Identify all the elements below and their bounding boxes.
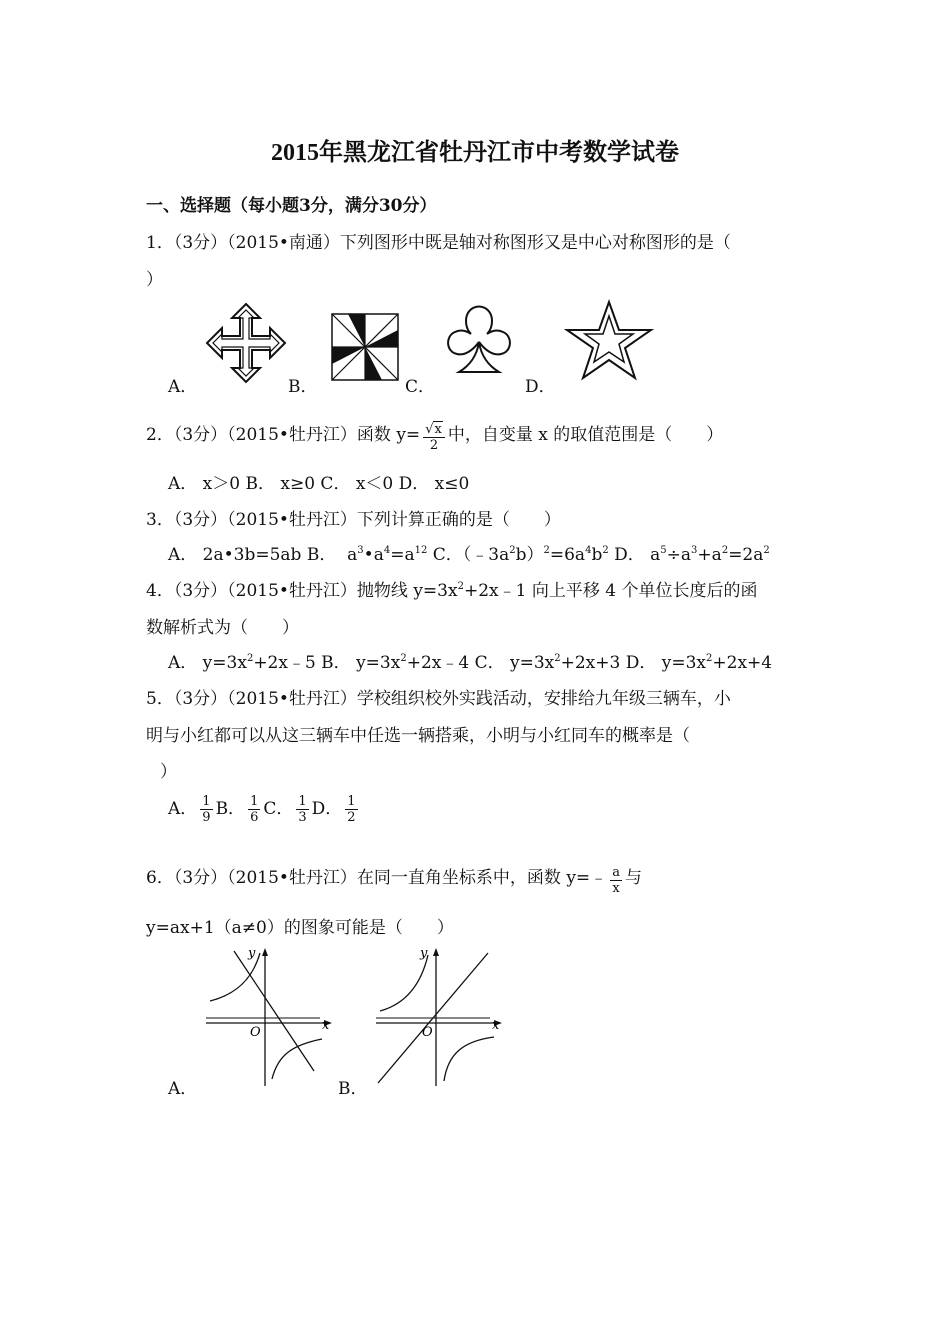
q1-stem: 1．（3分）（2015•南通）下列图形中既是轴对称图形又是中心对称图形的是（ <box>146 233 731 253</box>
q2-options: A． x＞0 B． x≥0 C． x＜0 D． x≤0 <box>168 474 470 494</box>
q2-stem-suffix: 中，自变量 x 的取值范围是（ ） <box>447 425 724 445</box>
q4-stem: 4．（3分）（2015•牡丹江）抛物线 $y=3x^2+2x﹣1$ 向上平移 4 个单位长度后的函 <box>146 581 758 601</box>
q6-graph-a-origin: O <box>250 1025 261 1040</box>
q6-graph-b-origin: O <box>422 1025 433 1040</box>
q1-option-d-label: D． <box>525 377 556 397</box>
q1-option-b-label: B． <box>288 377 318 397</box>
pinwheel-figure <box>330 312 400 382</box>
q6-graph-b-x-label: x <box>492 1018 500 1033</box>
q3-option-c: C．$(﹣3a^2b)^2=6a^4b^2$ <box>427 545 609 565</box>
q2-fraction-numerator: √x <box>423 422 445 438</box>
q4-options: A． $y=3x^2+2x﹣5$ B． $y=3x^2+2x﹣4$ C． $y=3x^2+2x+3$ D． $y=3x^2+2x+4$ <box>168 653 773 673</box>
q2-stem-prefix: 2．（3分）（2015•牡丹江）函数 y= <box>146 425 421 445</box>
q3-option-b: $a^3•a^4=a^{12}$ <box>347 545 428 565</box>
q2-stem <box>146 420 723 453</box>
q6-stem-2: y=ax+1（a≠0）的图象可能是（ ） <box>146 918 454 938</box>
q5-stem-end: ） <box>160 762 177 782</box>
q5-fraction-b: $\frac{1}{6}$ <box>250 794 259 825</box>
q6-graph-a <box>204 943 334 1088</box>
q5-options <box>168 794 361 825</box>
club-figure <box>443 300 515 378</box>
q6-graph-b <box>374 943 506 1088</box>
q5-fraction-a: $\frac{1}{9}$ <box>202 794 211 825</box>
q6-graph-a-y-label: y <box>248 946 256 961</box>
q6-fraction: $\frac{a}{x}$ <box>612 865 620 896</box>
q5-fraction-d: $\frac{1}{2}$ <box>347 794 356 825</box>
q5-stem: 5．（3分）（2015•牡丹江）学校组织校外实践活动，安排给九年级三辆车，小 <box>146 689 731 709</box>
q6-option-a-label: A． <box>168 1079 198 1099</box>
q2-fraction-denominator: 2 <box>429 438 439 453</box>
q1-option-a-label: A． <box>168 377 198 397</box>
q6-option-b-label: B． <box>338 1079 368 1099</box>
page-title: 2015年黑龙江省牡丹江市中考数学试卷 <box>271 140 679 166</box>
q2-fraction <box>423 422 445 453</box>
double-star-figure <box>565 300 653 382</box>
q5-option-b-label: B． <box>215 799 246 819</box>
q1-stem-end: ） <box>146 270 163 290</box>
section-heading: 一、选择题（每小题3分，满分30分） <box>146 196 437 216</box>
q6-stem: 6．（3分）（2015•牡丹江）在同一直角坐标系中，函数 y=﹣ $\frac{a}{x}$ 与 <box>146 865 642 896</box>
q5-option-d-label: D． <box>311 799 343 819</box>
q6-graph-a-x-label: x <box>322 1018 330 1033</box>
four-arrow-cross-figure <box>205 302 287 384</box>
q3-option-a: A． 2a•3b=5ab B． <box>168 545 337 565</box>
q5-option-a-label: A． <box>168 799 198 819</box>
q1-option-c-label: C． <box>405 377 436 397</box>
q5-option-c-label: C． <box>263 799 294 819</box>
q3-option-d: D． $a^5\div a^3+a^2=2a^2$ <box>608 545 770 565</box>
q3-stem: 3．（3分）（2015•牡丹江）下列计算正确的是（ ） <box>146 510 561 530</box>
q5-stem-2: 明与小红都可以从这三辆车中任选一辆搭乘，小明与小红同车的概率是（ <box>146 726 690 746</box>
q6-graph-b-y-label: y <box>420 946 428 961</box>
q3-options <box>168 540 770 565</box>
q2-sqrt-radicand: x <box>434 422 442 437</box>
q5-fraction-c: $\frac{1}{3}$ <box>298 794 307 825</box>
q4-stem-end: 数解析式为（ ） <box>146 618 299 638</box>
